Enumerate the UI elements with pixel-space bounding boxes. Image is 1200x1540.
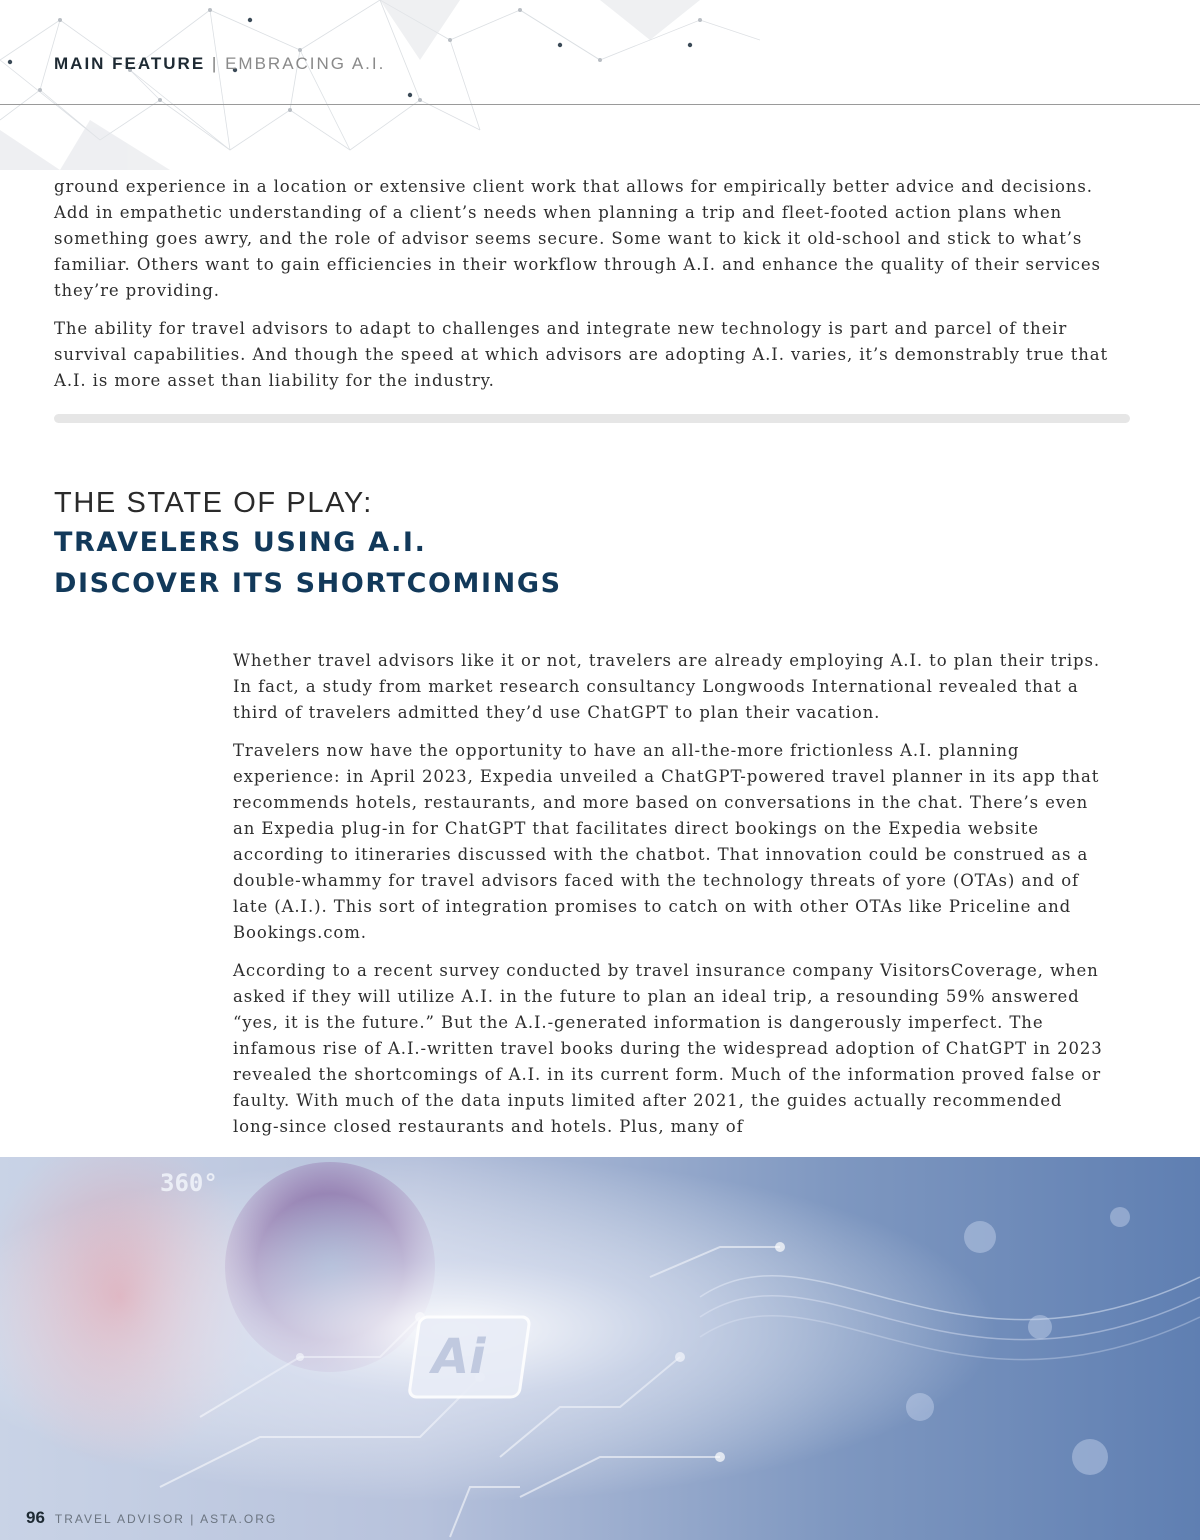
section-heading [54,484,562,604]
intro-text [54,174,1134,406]
hero-image [0,1157,1200,1540]
section-headline-line-2: DISCOVER ITS SHORTCOMINGS [54,568,562,599]
section-kicker: THE STATE OF PLAY: [54,487,373,519]
paragraph: Travelers now have the opportunity to have an all-the-more frictionless A.I. planning experience: in April 2023, Expedia unveiled a ChatGPT-powered travel planner in its app that recommends hotels, restaurants, and more based on conversations in the chat. There’s even an Expedia plug-in for ChatGPT that facilitates direct bookings on the Expedia website according to itineraries discussed with the chatbot. That innovation could be construed as a double-whammy for travel advisors faced with the technology threats of yore (OTAs) and of late (A.I.). This sort of integration promises to catch on with other OTAs like Priceline and Bookings.com. [233,741,1100,942]
section-divider [54,414,1130,423]
page-footer [26,1508,277,1528]
body-text [233,648,1113,1152]
running-header [54,54,385,74]
publication-name: TRAVEL ADVISOR | ASTA.ORG [54,1512,278,1526]
paragraph: ground experience in a location or extensive client work that allows for empirically better advice and decisions. Add in empathetic understanding of a client’s needs when planning a trip and fleet-footed action plans when something goes awry, and the role of advisor seems secure. Some want to kick it old-school and stick to what’s familiar. Others want to gain efficiencies in their workflow through A.I. and enhance the quality of their services they’re providing. [54,177,1101,300]
topic-name: EMBRACING A.I. [225,54,386,73]
ai-technology-illustration [0,1157,1200,1540]
section-headline-line-1: TRAVELERS USING A.I. [54,527,427,558]
network-background-graphic [0,0,760,170]
hero-overlay-text: 360° [160,1169,218,1197]
ai-chip-label: Ai [432,1329,486,1385]
paragraph: According to a recent survey conducted by travel insurance company VisitorsCoverage, when asked if they will utilize A.I. in the future to plan an ideal trip, a resounding 59% answered “yes, it is the future.” But the A.I.-generated information is dangerously imperfect. The infamous rise of A.I.-written travel books during the widespread adoption of ChatGPT in 2023 revealed the shortcomings of A.I. in its current form. Much of the information proved false or faulty. With much of the data inputs limited after 2021, the guides actually recommended long-since closed restaurants and hotels. Plus, many of [233,961,1103,1136]
paragraph: The ability for travel advisors to adapt to challenges and integrate new technology is part and parcel of their survival capabilities. And though the speed at which advisors are adopting A.I. varies, it’s demonstrably true that A.I. is more asset than liability for the industry. [54,319,1109,390]
header-rule [0,104,1200,105]
section-name: MAIN FEATURE [54,54,206,73]
paragraph: Whether travel advisors like it or not, travelers are already employing A.I. to plan their trips. In fact, a study from market research consultancy Longwoods International revealed that a third of travelers admitted they’d use ChatGPT to plan their vacation. [233,651,1101,722]
page-number: 96 [26,1508,45,1527]
header-separator: | [211,54,219,73]
